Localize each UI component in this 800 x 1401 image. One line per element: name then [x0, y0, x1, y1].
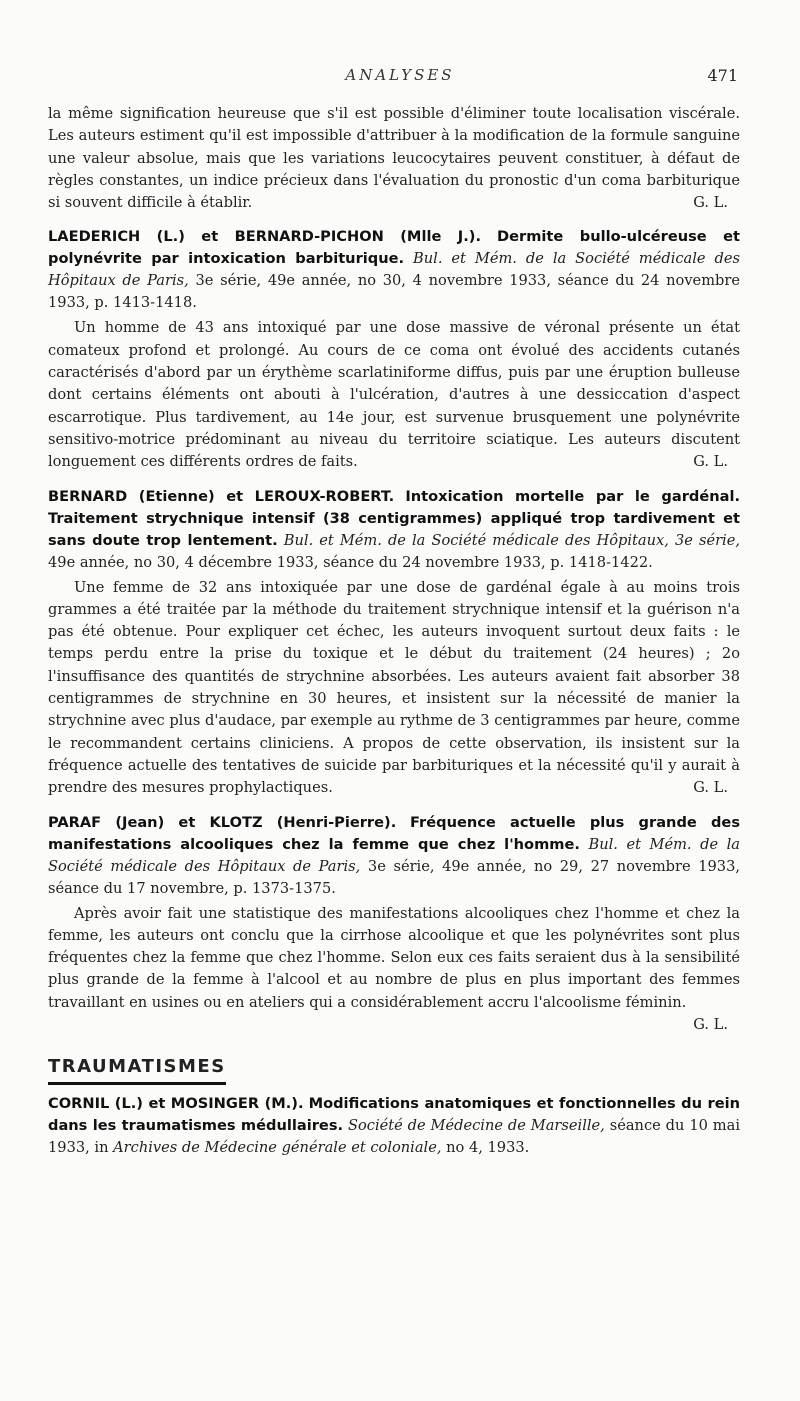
article-title: Dermite bullo-ulcéreuse et polynévrite par intoxication barbiturique. [48, 228, 741, 268]
citation [48, 1093, 740, 1159]
signature: G. L. [693, 1016, 728, 1034]
article-title: Fréquence actuelle plus grande des manifestations alcooliques chez la femme que chez l'homme. [48, 813, 741, 853]
authors: PARAF (Jean) et KLOTZ (Henri-Pierre). [48, 813, 397, 831]
review-entry [48, 486, 740, 800]
source-details-secondary: no 4, 1933. [446, 1138, 530, 1156]
running-title: ANALYSES [345, 66, 455, 84]
review-entry [48, 812, 740, 1037]
citation [48, 226, 740, 314]
continuation-text: la même signification heureuse que s'il est possible d'éliminer toute localisation viscérale. Les auteurs estiment qu'il est impossible d'attribuer à la modification de la formule sanguine une valeur absolue, mais que les variations leucocytaires peuvent constituer, à défaut de règles constantes, un indice précieux dans l'évaluation du pronostic d'un coma barbiturique si souvent difficile à établir. [48, 105, 740, 212]
source-journal: Bul. et Mém. de la Société médicale des Hôpitaux de Paris, [48, 835, 741, 875]
source-journal: Bul. et Mém. de la Société médicale des Hôpitaux, 3e série, [283, 531, 740, 549]
body-text [48, 103, 740, 1162]
page-number: 471 [707, 66, 738, 85]
source-journal: Société de Médecine de Marseille, [347, 1116, 605, 1134]
running-header [0, 66, 800, 90]
article-title: Modifications anatomiques et fonctionnelles du rein dans les traumatismes médullaires. [48, 1094, 740, 1134]
signature: G. L. [693, 194, 728, 212]
source-details: séance du 10 mai 1933, in [48, 1116, 741, 1156]
signature: G. L. [693, 453, 728, 471]
authors: CORNIL (L.) et MOSINGER (M.). [48, 1094, 304, 1112]
abstract [48, 317, 740, 473]
signature: G. L. [693, 779, 728, 797]
citation [48, 486, 740, 574]
review-entry [48, 1093, 740, 1159]
source-details: 49e année, no 30, 4 décembre 1933, séance du 24 novembre 1933, p. 1418-1422. [48, 553, 653, 571]
review-entry [48, 226, 740, 473]
section-heading [48, 1056, 740, 1084]
section-heading-text: TRAUMATISMES [48, 1056, 226, 1084]
citation [48, 812, 740, 900]
source-journal: Bul. et Mém. de la Société médicale des Hôpitaux de Paris, [48, 250, 740, 290]
authors: BERNARD (Etienne) et LEROUX-ROBERT. [48, 487, 395, 505]
abstract-text: Un homme de 43 ans intoxiqué par une dose massive de véronal présente un état comateux profond et prolongé. Au cours de ce coma ont évolué des accidents cutanés caractérisés d'abord par un érythème scarlatiniforme diffus, puis par une éruption bulleuse dont certains éléments ont abouti à l'ulcération, d'autres à une dessiccation d'aspect escarrotique. Plus tardivement, au 14e jour, est survenue brusquement une polynévrite sensitivo-motrice prédominant au niveau du territoire sciatique. Les auteurs discutent longuement ces différents ordres de faits. [48, 319, 740, 471]
abstract-text: Après avoir fait une statistique des manifestations alcooliques chez l'homme et chez la femme, les auteurs ont conclu que la cirrhose alcoolique et que les polynévrites sont plus fréquentes chez la femme que chez l'homme. Selon eux ces faits seraient dus à la sensibilité plus grande de la femme à l'alcool et au nombre de plus en plus important des femmes travaillant en usines ou en ateliers qui a considérablement accru l'alcoolisme féminin. [48, 904, 740, 1011]
abstract [48, 577, 740, 800]
abstract-text: Une femme de 32 ans intoxiquée par une dose de gardénal égale à au moins trois grammes a été traitée par la méthode du traitement strychnique intensif et la guérison n'a pas été obtenue. Pour expliquer cet échec, les auteurs invoquent surtout deux faits : le temps perdu entre la prise du toxique et le début du traitement (24 heures) ; 2o l'insuffisance des quantités de strychnine absorbées. Les auteurs avaient fait absorber 38 centigrammes de strychnine en 30 heures, et insistent sur la nécessité de manier la strychnine avec plus d'audace, par exemple au rythme de 3 centigrammes par heure, comme le recommandent certains cliniciens. A propos de cette observation, ils insistent sur la fréquence actuelle des tentatives de suicide par barbituriques et la nécessité qu'il y aurait à prendre des mesures prophylactiques. [48, 578, 740, 797]
abstract [48, 903, 740, 1014]
source-details: 3e série, 49e année, no 29, 27 novembre 1933, séance du 17 novembre, p. 1373-1375. [48, 857, 741, 897]
source-journal-secondary: Archives de Médecine générale et coloniale, [113, 1138, 442, 1156]
continuation-paragraph [48, 103, 740, 214]
article-title: Intoxication mortelle par le gardénal. Traitement strychnique intensif (38 centigrammes) appliqué trop tardivement et sans doute trop lentement. [48, 487, 741, 549]
authors: LAEDERICH (L.) et BERNARD-PICHON (Mlle J.). [48, 228, 481, 246]
source-details: 3e série, 49e année, no 30, 4 novembre 1933, séance du 24 novembre 1933, p. 1413-1418. [48, 272, 740, 312]
